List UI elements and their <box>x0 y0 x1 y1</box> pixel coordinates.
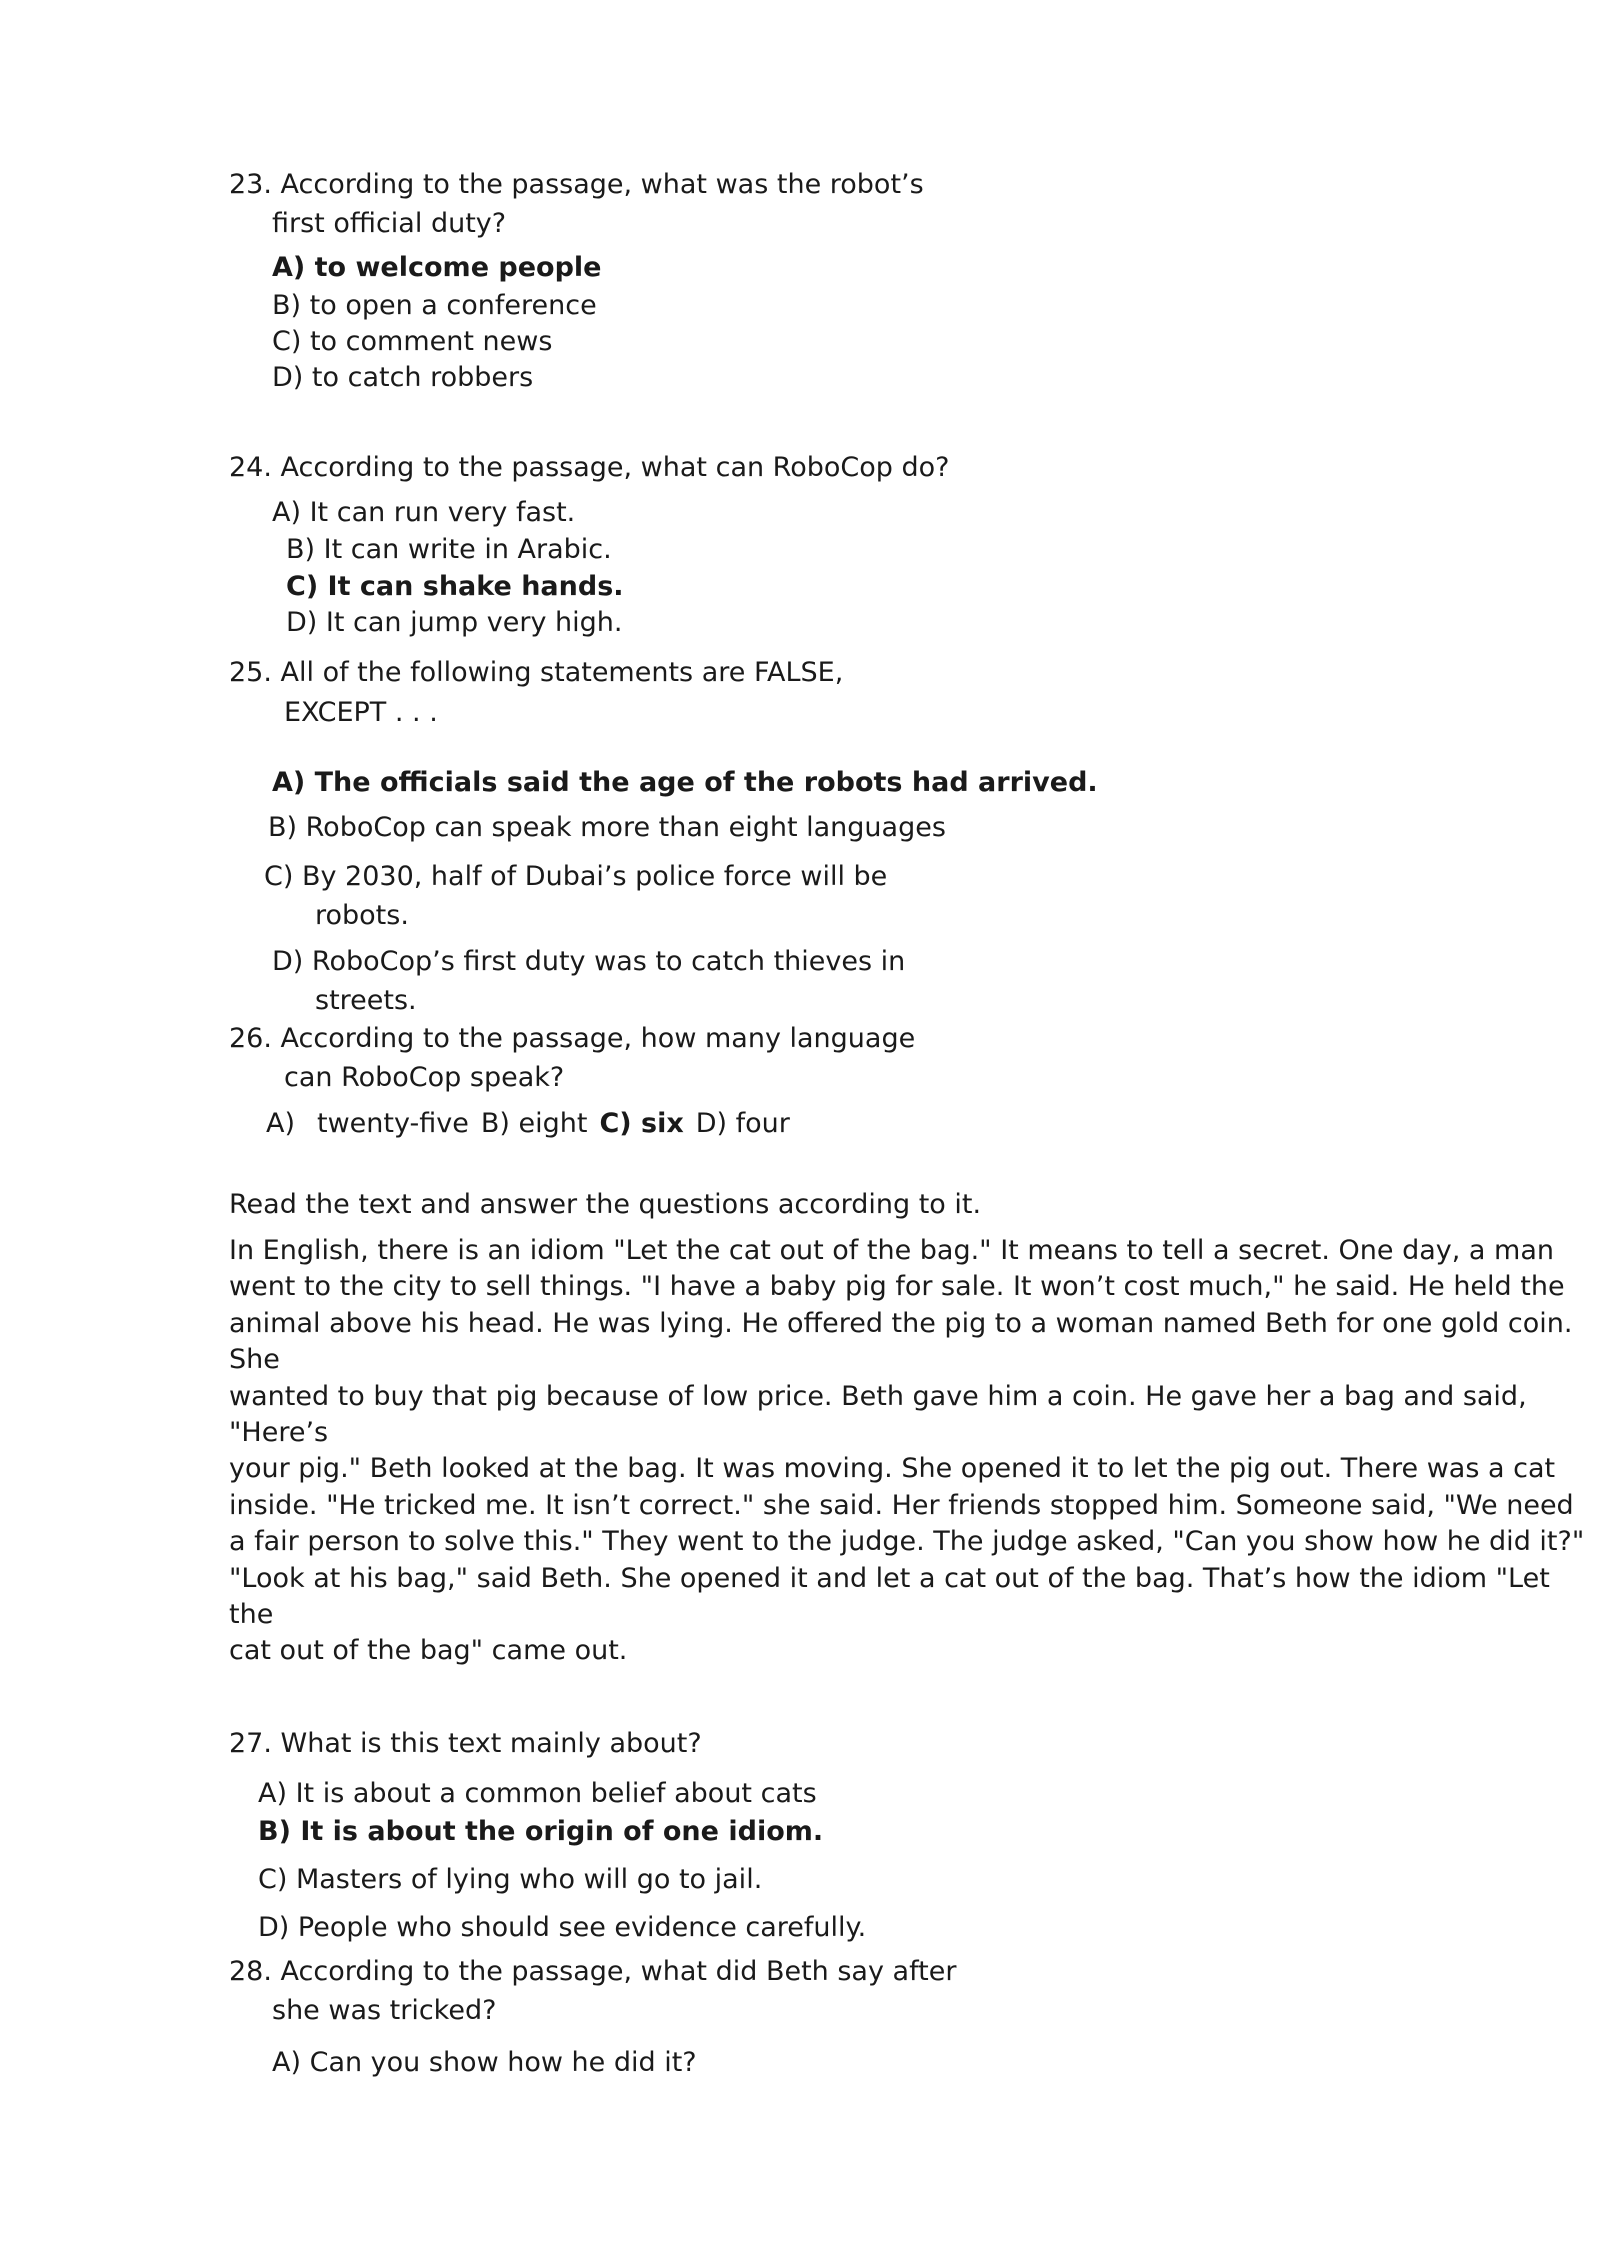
q25-option-b: B) RoboCop can speak more than eight languages <box>268 812 946 843</box>
q26-options <box>266 1107 790 1141</box>
q23-option-d: D) to catch robbers <box>272 362 534 393</box>
q25-stem-line-2: EXCEPT . . . <box>284 697 438 728</box>
q28-stem-line-2: she was tricked? <box>272 1995 497 2026</box>
q24-option-d: D) It can jump very high. <box>286 607 623 638</box>
passage-line: a fair person to solve this." They went to the judge. The judge asked, "Can you show how he did it?" <box>229 1526 1585 1558</box>
q24-stem: 24. According to the passage, what can RoboCop do? <box>229 452 950 483</box>
q28-option-a: A) Can you show how he did it? <box>272 2047 697 2078</box>
q24-option-c: C) It can shake hands. <box>286 571 624 602</box>
passage-line: your pig." Beth looked at the bag. It was moving. She opened it to let the pig out. There was a cat <box>229 1453 1556 1485</box>
passage-line: "Look at his bag," said Beth. She opened it and let a cat out of the bag. That’s how the idiom "Let <box>229 1562 1550 1594</box>
q25-stem-line-1: 25. All of the following statements are FALSE, <box>229 657 844 688</box>
q27-stem: 27. What is this text mainly about? <box>229 1728 702 1759</box>
q25-option-a: A) The officials said the age of the robots had arrived. <box>272 767 1098 798</box>
q26-stem-line-2: can RoboCop speak? <box>284 1062 565 1093</box>
q23-option-a: A) to welcome people <box>272 252 602 283</box>
q26-option-c: C) six <box>599 1108 684 1139</box>
q23-stem-line-1: 23. According to the passage, what was the robot’s <box>229 169 924 200</box>
q23-option-b: B) to open a conference <box>272 290 597 321</box>
passage-line: She <box>229 1344 280 1376</box>
passage-line: went to the city to sell things. "I have a baby pig for sale. It won’t cost much," he said. He held the <box>229 1271 1565 1303</box>
passage-line: animal above his head. He was lying. He offered the pig to a woman named Beth for one gold coin. <box>229 1307 1573 1339</box>
passage-line: cat out of the bag" came out. <box>229 1635 628 1667</box>
q25-option-d-line-2: streets. <box>315 985 417 1016</box>
q28-stem-line-1: 28. According to the passage, what did Beth say after <box>229 1956 957 1987</box>
q24-option-b: B) It can write in Arabic. <box>286 534 612 565</box>
q26-stem-line-1: 26. According to the passage, how many language <box>229 1023 916 1054</box>
passage-line: inside. "He tricked me. It isn’t correct." she said. Her friends stopped him. Someone said, "We need <box>229 1489 1574 1521</box>
q27-option-d: D) People who should see evidence carefully. <box>258 1912 867 1943</box>
q27-option-a: A) It is about a common belief about cats <box>258 1778 817 1809</box>
q25-option-c-line-2: robots. <box>315 900 409 931</box>
q23-option-c: C) to comment news <box>272 326 553 357</box>
q23-stem-line-2: first official duty? <box>272 208 507 239</box>
passage-line: "Here’s <box>229 1417 329 1449</box>
passage-line: In English, there is an idiom "Let the cat out of the bag." It means to tell a secret. One day, a man <box>229 1235 1555 1266</box>
passage-line: wanted to buy that pig because of low price. Beth gave him a coin. He gave her a bag and said, <box>229 1380 1527 1412</box>
q25-option-c-line-1: C) By 2030, half of Dubai’s police force will be <box>264 861 888 892</box>
q26-option-b: B) eight <box>480 1108 588 1139</box>
q26-option-a-text: twenty-five <box>317 1108 469 1139</box>
q26-option-d: D) four <box>695 1108 790 1139</box>
q27-option-b: B) It is about the origin of one idiom. <box>258 1816 824 1847</box>
q24-option-a: A) It can run very fast. <box>272 497 576 528</box>
reading-passage <box>229 1233 1585 1670</box>
q27-option-c: C) Masters of lying who will go to jail. <box>258 1864 763 1895</box>
passage-line: the <box>229 1599 274 1631</box>
q25-option-d-line-1: D) RoboCop’s first duty was to catch thieves in <box>272 946 906 977</box>
q26-option-a-letter: A) <box>266 1108 296 1139</box>
reading-instruction: Read the text and answer the questions according to it. <box>229 1189 982 1220</box>
